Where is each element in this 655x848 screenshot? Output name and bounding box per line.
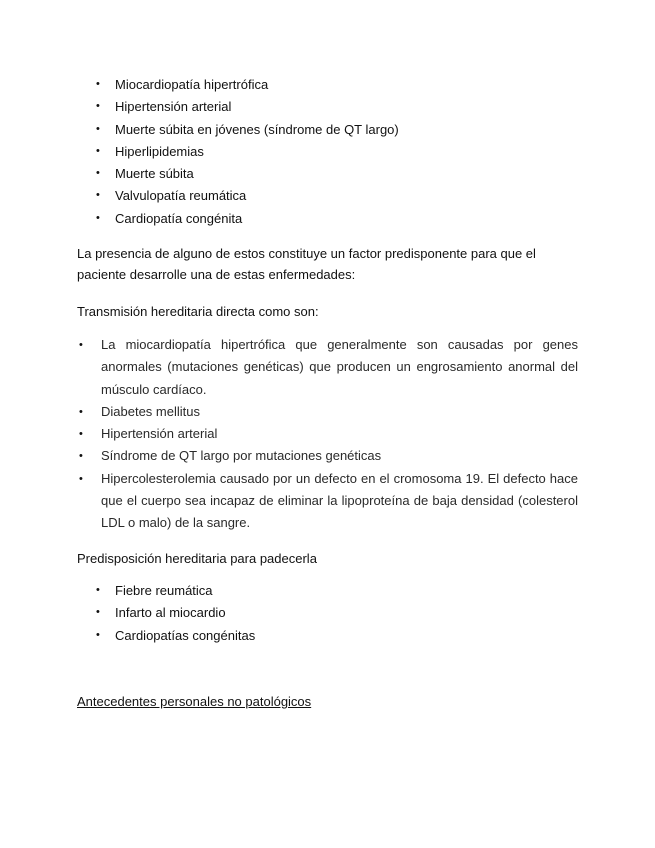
bullet-icon: • [79, 472, 83, 485]
list-item: • Hiperlipidemias [96, 143, 204, 159]
bullet-icon: • [96, 122, 100, 135]
bullet-icon: • [79, 450, 83, 463]
bullet-icon: • [96, 211, 100, 224]
list-item: • Hipercolesterolemia causado por un defecto en el cromosoma 19. El defecto hace que el cuerpo sea incapaz de eliminar la lipoproteína de baja densidad (colesterol LDL o malo) de la sangre. [77, 468, 578, 535]
bullet-icon: • [79, 428, 83, 441]
bullet-icon: • [96, 167, 100, 180]
list-item: • Fiebre reumática [96, 583, 213, 598]
direct-transmission-list [77, 334, 578, 535]
list-item: • Síndrome de QT largo por mutaciones genéticas [77, 445, 578, 467]
list-item: • Infarto al miocardio [96, 605, 226, 621]
hereditary-paragraph: Predisposición hereditaria para padecerla [77, 551, 317, 566]
list-item: • Hipertensión arterial [77, 423, 578, 445]
bullet-icon: • [96, 189, 100, 202]
list-item: • Muerte súbita [96, 166, 194, 182]
list-item: • Valvulopatía reumática [96, 188, 247, 204]
bullet-icon: • [96, 78, 100, 90]
bullet-icon: • [79, 339, 83, 351]
list-item: • Muerte súbita en jóvenes (síndrome de QT largo) [96, 121, 399, 137]
list-item: • Cardiopatía congénita [96, 210, 243, 226]
list-item: • Diabetes mellitus [77, 401, 578, 423]
hereditary-list [96, 582, 255, 649]
direct-transmission-paragraph: Transmisión hereditaria directa como son: [77, 304, 319, 319]
section-heading: Antecedentes personales no patológicos [77, 694, 312, 709]
bullet-icon: • [96, 628, 100, 641]
bullet-icon: • [96, 584, 100, 596]
bullet-icon: • [96, 100, 100, 113]
list-item: • Miocardiopatía hipertrófica [96, 77, 269, 92]
predisposing-paragraph: La presencia de alguno de estos constituye un factor predisponente para que el paciente desarrolle una de estas enfermedades: [77, 246, 536, 282]
list-item: • Cardiopatías congénitas [96, 627, 256, 643]
bullet-icon: • [96, 144, 100, 157]
list-item: • La miocardiopatía hipertrófica que generalmente son causadas por genes anormales (mutaciones genéticas) que producen un engrosamiento anormal del músculo cardíaco. [77, 334, 578, 401]
bullet-icon: • [79, 405, 83, 418]
bullet-icon: • [96, 606, 100, 619]
list-item: • Hipertensión arterial [96, 99, 232, 115]
conditions-list [96, 76, 399, 232]
